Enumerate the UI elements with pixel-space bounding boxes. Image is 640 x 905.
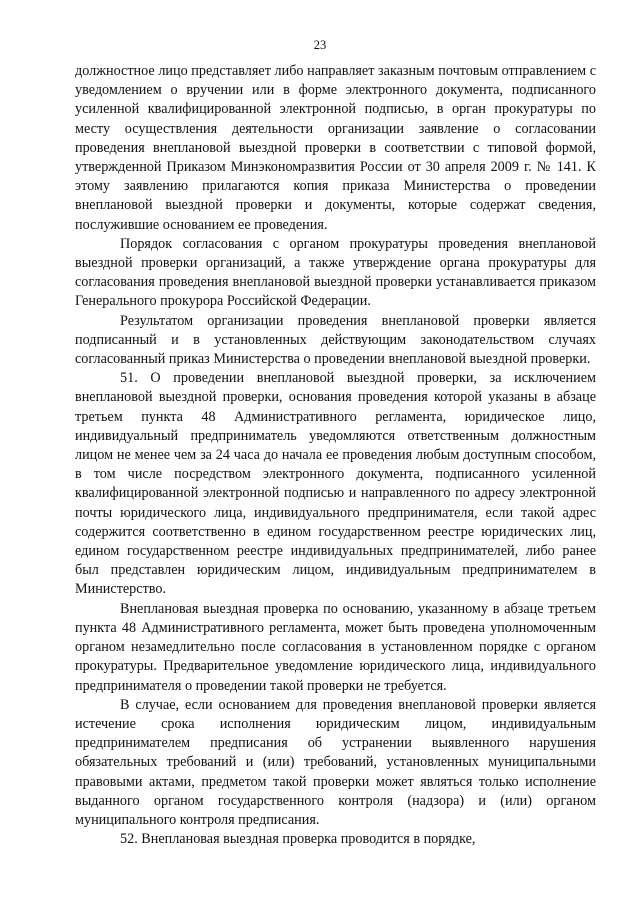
page-number: 23 bbox=[313, 38, 327, 52]
paragraph-immediate-inspection: Внеплановая выездная проверка по основанию, указанному в абзаце третьем пункта 48 Административного регламента, может быть проведена уполномоченным органом незамедлительно после согласования в установленном порядке с органом прокуратуры. Предварительное уведомление юридического лица, индивидуального предпринимателя о проведении такой проверки не требуется. bbox=[75, 600, 596, 694]
paragraph-inspection-result: Результатом организации проведения внеплановой проверки является подписанный и в установленных действующим законодательством случаях согласованный приказ Министерства о проведении внеплановой выездной проверки. bbox=[75, 312, 596, 368]
paragraph-prosecutor-approval-order: Порядок согласования с органом прокуратуры проведения внеплановой выездной проверки организаций, а также утверждение органа прокуратуры для согласования проведения внеплановой выездной проверки устанавливается приказом Генерального прокурора Российской Федерации. bbox=[75, 235, 596, 310]
paragraph-continuation: должностное лицо представляет либо направляет заказным почтовым отправлением с уведомлением о вручении или в форме электронного документа, подписанного усиленной квалифицированной электронной подписью, в орган прокуратуры по месту осуществления деятельности организации заявление о согласовании проведения внеплановой выездной проверки в соответствии с типовой формой, утвержденной Приказом Минэкономразвития России от 30 апреля 2009 г. № 141. К этому заявлению прилагаются копия приказа Министерства о проведении внеплановой выездной проверки и документы, которые содержат сведения, послужившие основанием ее проведения. bbox=[75, 63, 596, 233]
paragraph-order-expiry-case: В случае, если основанием для проведения внеплановой проверки является истечение срока исполнения юридическим лицом, индивидуальным предпринимателем предписания об устранении выявленного нарушения обязательных требований и (или) требований, установленных муниципальными правовыми актами, предметом такой проверки может являться только исполнение выданного органом государственного контроля (надзора) и (или) органом муниципального контроля предписания. bbox=[75, 696, 596, 828]
paragraph-clause-51: 51. О проведении внеплановой выездной проверки, за исключением внеплановой выездной проверки, основания проведения которой указаны в абзаце третьем пункта 48 Административного регламента, юридическое лицо, индивидуальный предприниматель уведомляются ответственным должностным лицом не менее чем за 24 часа до начала ее проведения любым доступным способом, в том числе посредством электронного документа, подписанного усиленной квалифицированной электронной подписью и направленного по адресу электронной почты юридического лица, индивидуального предпринимателя, если такой адрес содержится соответственно в едином государственном реестре юридических лиц, едином государственном реестре индивидуальных предпринимателей, либо ранее был представлен юридическим лицом, индивидуальным предпринимателем в Министерство. bbox=[75, 370, 596, 598]
paragraph-clause-52: 52. Внеплановая выездная проверка проводится в порядке, bbox=[120, 831, 476, 848]
document-body bbox=[75, 62, 596, 849]
